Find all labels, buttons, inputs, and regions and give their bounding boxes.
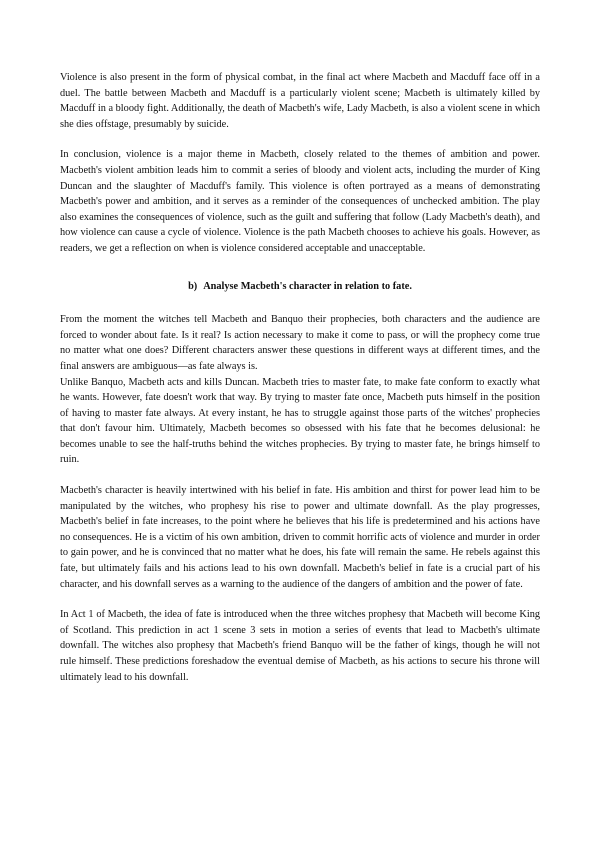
paragraph-gap <box>60 592 540 607</box>
paragraph-master-fate: Unlike Banquo, Macbeth acts and kills Duncan. Macbeth tries to master fate, to make fate conform to exactly what he wants. However, fate doesn't work that way. By trying to master fate once, Macbeth puts himself in the position of having to master fate always. At every instant, he has to struggle against those parts of the witches' prophecies that don't favour him. Ultimately, Macbeth becomes so obsessed with his fate that he becomes delusional: he becomes unable to see the half-truths behind the witches prophecies. By trying to master fate, he brings himself to ruin. <box>60 376 540 466</box>
paragraph-gap <box>60 468 540 483</box>
section-title: Analyse Macbeth's character in relation to fate. <box>203 280 412 292</box>
paragraph-belief-in-fate: Macbeth's character is heavily intertwined with his belief in fate. His ambition and thirst for power lead him to be manipulated by the witches, who prophesy his rise to power and ultimate downfall. As the play progresses, Macbeth's belief in fate increases, to the point where he believes that his life is predetermined and his actions have no consequences. He is a victim of his own ambition, driven to commit horrific acts of violence and murder in order to gain power, and he is convinced that no matter what he does, his fate will remain the same. He rebels against this fate, but ultimately fails and his actions lead to his own downfall. Macbeth's belief in fate is a crucial part of his character, and his downfall serves as a warning to the audience of the dangers of ambition and the power of fate. <box>60 485 540 590</box>
paragraph-conclusion-violence: In conclusion, violence is a major theme in Macbeth, closely related to the themes of ambition and power. Macbeth's violent ambition leads him to commit a series of bloody and violent acts, including the murder of King Duncan and the slaughter of Macduff's family. This violence is often portrayed as a means of demonstrating Macbeth's power and ambition, and it serves as a reminder of the consequences of unchecked ambition. The play also examines the consequences of violence, such as the guilt and suffering that follow (Lady Macbeth's death), and how violence can cause a cycle of violence. Violence is the path Macbeth chooses to achieve his goals. However, as readers, we get a reflection on when is violence considered acceptable and unacceptable. <box>60 149 540 254</box>
paragraph-witches-prophecies: From the moment the witches tell Macbeth and Banquo their prophecies, both characters and the audience are forced to wonder about fate. Is it real? Is action necessary to make it come to pass, or will the prophecy come true no matter what one does? Different characters answer these questions in different ways at different times, and the final answers are ambiguous—as fate always is. <box>60 314 540 372</box>
section-marker: b) <box>188 280 198 292</box>
paragraph-act-one-fate: In Act 1 of Macbeth, the idea of fate is introduced when the three witches prophesy that Macbeth will become King of Scotland. This prediction in act 1 scene 3 sets in motion a series of events that lead to Macbeth's ultimate downfall. The witches also prophesy that Macbeth's friend Banquo will be the father of kings, though he will not rule himself. These predictions foreshadow the eventual demise of Macbeth, as his actions to secure his throne will ultimately lead to his downfall. <box>60 609 540 683</box>
section-heading <box>60 279 540 295</box>
paragraph-gap <box>60 132 540 147</box>
paragraph-physical-combat: Violence is also present in the form of physical combat, in the final act where Macbeth and Macduff face off in a duel. The battle between Macbeth and Macduff is a particularly violent scene; Macbeth is ultimately killed by Macduff in a bloody fight. Additionally, the death of Macbeth's wife, Lady Macbeth, is also a violent scene in which she dies offstage, presumably by suicide. <box>60 72 540 130</box>
